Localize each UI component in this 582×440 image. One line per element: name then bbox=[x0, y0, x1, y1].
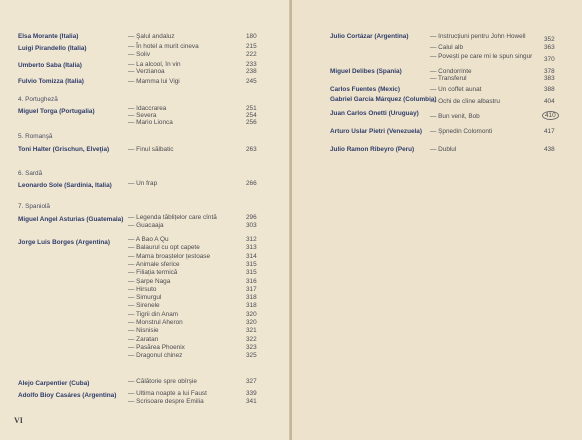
author-leonardo-sole: Leonardo Sole (Sardinia, Italia) bbox=[18, 182, 112, 189]
title: — Pasărea Phoenix bbox=[128, 343, 185, 351]
page-number: 363 bbox=[544, 44, 555, 51]
author-julio-cortazar: Julio Cortázar (Argentina) bbox=[330, 33, 409, 40]
author-luigi-pirandello: Luigi Pirandello (Italia) bbox=[18, 45, 87, 52]
title: — Idaccrarea bbox=[128, 105, 167, 112]
author-gabriel-garcia-marquez: Gabriel García Márquez (Columbia) bbox=[330, 96, 437, 103]
page-number: 339 bbox=[246, 390, 257, 397]
title: — Filiația termică bbox=[128, 269, 178, 277]
page-number: 341 bbox=[246, 398, 257, 405]
title: — Simurgul bbox=[128, 294, 162, 302]
page-number: 312 bbox=[246, 236, 257, 243]
title: — Șarpe Naga bbox=[128, 277, 171, 285]
title: — Un frap bbox=[128, 180, 158, 187]
page-number-circled: 410 bbox=[542, 111, 559, 120]
page-number: 222 bbox=[246, 51, 257, 58]
title: — Calul alb bbox=[430, 44, 464, 51]
author-miguel-angel-asturias: Miguel Angel Asturias (Guatemala) bbox=[18, 216, 124, 223]
page-number: 383 bbox=[544, 75, 555, 82]
page-number: 417 bbox=[544, 128, 555, 135]
title: — Zaratan bbox=[128, 335, 159, 343]
title: — Verzianoa bbox=[128, 68, 165, 75]
page-number: 314 bbox=[246, 252, 257, 260]
title: — Un coffet aunat bbox=[430, 86, 482, 93]
title: — Sirenele bbox=[128, 302, 160, 310]
page-number: 317 bbox=[246, 285, 257, 293]
title: — Guacaaja bbox=[128, 222, 164, 229]
page-number: 320 bbox=[246, 310, 257, 318]
title: — Condorrinte bbox=[430, 68, 472, 75]
author-arturo-uslar-pietri: Arturo Uslar Pietri (Venezuela) bbox=[330, 128, 422, 135]
page-folio: VI bbox=[14, 416, 23, 425]
title: — La alcool, în vin bbox=[128, 61, 181, 68]
title: — Ochi de cîine albastru bbox=[430, 98, 500, 105]
title: — Transferul bbox=[430, 75, 467, 82]
page-number: 303 bbox=[246, 222, 257, 229]
title: — Călătorie spre obîrșie bbox=[128, 378, 197, 385]
page-number: 296 bbox=[246, 214, 257, 221]
title: — Severa bbox=[128, 112, 157, 119]
page-number: 254 bbox=[246, 112, 257, 119]
page-number: 320 bbox=[246, 319, 257, 326]
page-number: 352 bbox=[544, 36, 555, 43]
author-elsa-morante: Elsa Morante (Italia) bbox=[18, 33, 79, 40]
page-number: 323 bbox=[246, 343, 257, 351]
page-number: 370 bbox=[544, 56, 555, 63]
title: — În hotel a murit cineva bbox=[128, 43, 199, 50]
title: — Monstrul Aheron bbox=[128, 319, 183, 326]
title: — Hirsuto bbox=[128, 285, 157, 293]
page-number: 256 bbox=[246, 119, 257, 126]
page-number: 438 bbox=[544, 146, 555, 153]
page-number: 388 bbox=[544, 86, 555, 93]
title: — Dragonul chinez bbox=[128, 352, 183, 360]
page-number: 251 bbox=[246, 105, 257, 112]
page-number: 245 bbox=[246, 78, 257, 85]
author-toni-halter: Toni Halter (Grischun, Elveţia) bbox=[18, 146, 110, 153]
title: — Finul sălbatic bbox=[128, 146, 174, 153]
title: — Ultima noapte a lui Faust bbox=[128, 390, 207, 397]
page-number: 318 bbox=[246, 294, 257, 302]
page-number: 378 bbox=[544, 68, 555, 75]
section-heading: 4. Portugheză bbox=[18, 96, 58, 103]
section-heading: 5. Romanşă bbox=[18, 133, 53, 140]
page-number: 322 bbox=[246, 335, 257, 343]
author-juan-carlos-onetti: Juan Carlos Onetti (Uruguay) bbox=[330, 110, 419, 117]
page-number: 238 bbox=[246, 68, 257, 75]
author-miguel-torga: Miguel Torga (Portugalia) bbox=[18, 108, 95, 115]
page-number: 321 bbox=[246, 327, 257, 335]
title: — Soliv bbox=[128, 51, 151, 58]
title: — Şalul andaluz bbox=[128, 33, 175, 40]
title: — Legenda tăblițelor care cîntă bbox=[128, 214, 217, 221]
title: — Bun venit, Bob bbox=[430, 113, 480, 120]
page-number: 404 bbox=[544, 98, 555, 105]
author-miguel-delibes: Miguel Delibes (Spania) bbox=[330, 68, 402, 75]
right-page bbox=[292, 0, 582, 440]
page-number: 215 bbox=[246, 43, 257, 50]
title: — Animale sferice bbox=[128, 260, 180, 268]
title: — Șpnedin Colomonti bbox=[430, 128, 493, 135]
page-number: 316 bbox=[246, 277, 257, 285]
title: — Instrucțiuni pentru John Howell bbox=[430, 33, 526, 40]
page-number: 266 bbox=[246, 180, 257, 187]
page-number: 180 bbox=[246, 33, 257, 40]
author-carlos-fuentes: Carlos Fuentes (Mexic) bbox=[330, 86, 400, 93]
author-julio-ramon-ribeyro: Julio Ramon Ribeyro (Peru) bbox=[330, 146, 415, 153]
section-heading: 6. Sardă bbox=[18, 170, 43, 177]
section-heading: 7. Spaniolă bbox=[18, 203, 50, 210]
author-fulvio-tomizza: Fulvio Tomizza (Italia) bbox=[18, 78, 84, 85]
title: — Mama broaștelor țestoase bbox=[128, 252, 211, 260]
page-number: 233 bbox=[246, 61, 257, 68]
title: — Nisnisie bbox=[128, 327, 159, 335]
page-number: 315 bbox=[246, 260, 257, 268]
left-page bbox=[0, 0, 290, 440]
page-number: 315 bbox=[246, 269, 257, 277]
author-jorge-luis-borges: Jorge Luis Borges (Argentina) bbox=[18, 239, 110, 246]
title: — Balaurul cu opt capete bbox=[128, 244, 200, 252]
page-number: 313 bbox=[246, 244, 257, 252]
title: — Mamma lui Vigi bbox=[128, 78, 180, 85]
title: — Povești pe care mi le spun singur bbox=[430, 53, 533, 60]
page-number: 325 bbox=[246, 352, 257, 360]
title: — Scrisoare despre Emilia bbox=[128, 398, 204, 405]
title: — Tigrii din Anam bbox=[128, 310, 179, 318]
author-adolfo-bioy-casares: Adolfo Bioy Casáres (Argentina) bbox=[18, 392, 117, 399]
author-umberto-saba: Umberto Saba (Italia) bbox=[18, 62, 82, 69]
title: — A Bao A Qu bbox=[128, 236, 169, 243]
page-number: 327 bbox=[246, 378, 257, 385]
author-alejo-carpentier: Alejo Carpentier (Cuba) bbox=[18, 380, 90, 387]
title: — Mario Lionca bbox=[128, 119, 173, 126]
title: — Dublul bbox=[430, 146, 457, 153]
page-number: 318 bbox=[246, 302, 257, 310]
page-number: 263 bbox=[246, 146, 257, 153]
